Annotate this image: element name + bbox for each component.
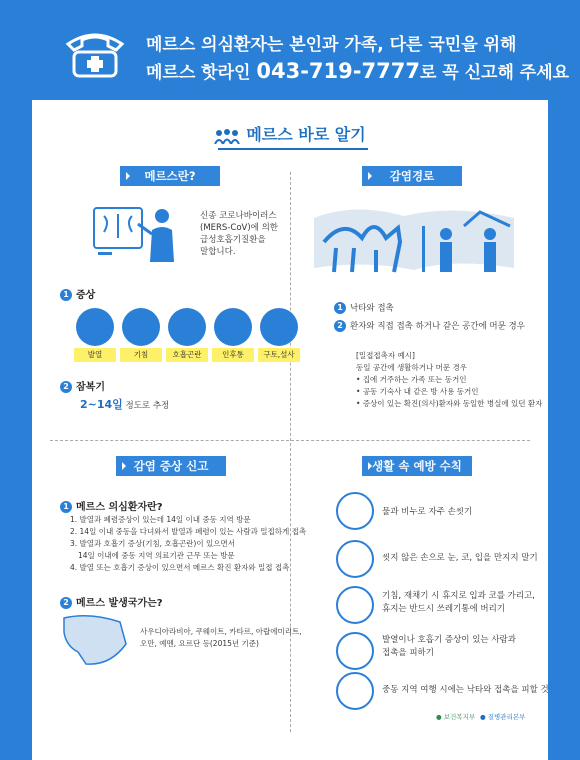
prevention-item [382, 684, 549, 697]
close-contact-box [356, 350, 542, 410]
route-item-1 [334, 302, 394, 315]
header-prefix: 메르스 핫라인 [146, 63, 257, 83]
suspect-list [70, 514, 306, 574]
prevention-text: 기침, 재채기 시 휴지로 입과 코를 가리고, [382, 591, 535, 601]
title-underline [218, 148, 368, 150]
symptom-label: 인후통 [212, 348, 254, 362]
content-card [32, 100, 548, 760]
suspect-line: 4. 발열 또는 호흡기 증상이 있으면서 메르스 확진 환자와 밀접 접촉 [70, 563, 290, 572]
people-icon [214, 128, 240, 144]
header-line-1: 메르스 의심환자는 본인과 가족, 다른 국민을 위해 [146, 35, 517, 55]
fever-icon [76, 308, 114, 346]
number-2-badge: 2 [334, 320, 346, 332]
header-suffix: 로 꼭 신고해 주세요 [419, 63, 570, 83]
prevention-text: 휴지는 반드시 쓰레기통에 버리기 [382, 604, 506, 614]
prevention-pill: 생활 속 예방 수칙 [362, 456, 472, 476]
symptoms-head [60, 286, 95, 301]
camel-world-map-icon [314, 198, 524, 284]
middle-east-map-icon [60, 612, 130, 670]
mohw-logo: ● 보건복지부 [436, 713, 476, 721]
face-touch-icon [336, 540, 374, 578]
incubation-value [80, 396, 169, 412]
symptom-label: 발열 [74, 348, 116, 362]
symptom-label: 호흡곤란 [166, 348, 208, 362]
frame-left [0, 100, 32, 760]
incubation-head [60, 378, 105, 393]
mers-desc [200, 210, 278, 258]
example-bullet-text: 집에 거주하는 가족 또는 동거인 [362, 375, 467, 384]
example-head: [밀접접촉자 예시] [356, 351, 415, 360]
suspect-line: 14일 이내에 중동 지역 의료기관 근무 또는 방문 [78, 551, 235, 560]
frame-right [548, 100, 580, 760]
mers-desc-line: (MERS-CoV)에 의한 [200, 223, 278, 233]
number-1-badge: 1 [334, 302, 346, 314]
main-title [32, 122, 548, 145]
incubation-days: 2~14일 [80, 398, 123, 411]
number-2-badge: 2 [60, 597, 72, 609]
suspect-line: 3. 발열과 호흡기 증상(기침, 호흡곤란)이 있으면서 [70, 539, 235, 548]
mers-desc-line: 급성호흡기질환을 [200, 235, 266, 245]
mers-desc-line: 말합니다. [200, 247, 236, 257]
what-is-mers-pill: 메르스란? [120, 166, 220, 186]
number-1-badge: 1 [60, 501, 72, 513]
main-title-text: 메르스 바로 알기 [246, 125, 366, 144]
prevention-item [382, 506, 472, 519]
report-pill: 감염 증상 신고 [116, 456, 226, 476]
number-1-badge: 1 [60, 289, 72, 301]
tissue-cough-icon [336, 586, 374, 624]
route-pill: 감염경로 [362, 166, 462, 186]
symptom-label: 구토,설사 [258, 348, 300, 362]
example-sub: 동일 공간에 생활하거나 머문 경우 [356, 363, 467, 372]
route-item-2-text: 환자와 직접 접촉 하거나 같은 공간에 머문 경우 [350, 321, 525, 332]
suspect-line: 1. 발열과 폐렴증상이 있는데 14일 이내 중동 지역 방문 [70, 515, 251, 524]
route-item-2 [334, 320, 525, 333]
example-bullet: • 집에 거주하는 가족 또는 동거인 [356, 375, 467, 384]
hotline-number: 043-719-7777 [256, 59, 420, 83]
horizontal-divider [50, 440, 530, 441]
countries-line: 사우디아라비아, 쿠웨이트, 카타르, 아랍에미리트, [140, 627, 302, 636]
kcdc-logo: ● 질병관리본부 [480, 713, 526, 721]
prevention-item [382, 552, 538, 565]
example-bullet-text: 증상이 있는 확진(의사)환자와 동일한 병실에 있던 환자 [362, 399, 543, 408]
example-bullet-text: 공동 기숙사 내 같은 방 사용 동거인 [362, 387, 479, 396]
route-item-1-text: 낙타와 접촉 [350, 303, 394, 314]
incubation-suffix: 정도로 추정 [122, 401, 170, 411]
mers-desc-line: 신종 코로나바이러스 [200, 211, 277, 221]
telephone-cross-icon [62, 26, 128, 80]
kcdc-logo-text: 질병관리본부 [487, 713, 526, 721]
prevention-text: 발열이나 호흡기 증상이 있는 사람과 [382, 635, 516, 645]
suspect-line: 2. 14일 이내 중동을 다녀와서 발열과 폐렴이 있는 사람과 밀접하게 접촉 [70, 527, 307, 536]
countries-head-text: 메르스 발생국가는? [76, 598, 163, 609]
sore-throat-icon [214, 308, 252, 346]
symptom-label: 기침 [120, 348, 162, 362]
header-line-2 [146, 58, 569, 83]
countries-list [140, 626, 302, 650]
header-banner [0, 0, 580, 100]
symptoms-head-text: 증상 [76, 290, 96, 301]
countries-head [60, 594, 163, 609]
prevention-text: 접촉을 피하기 [382, 648, 434, 658]
prevention-text: 물과 비누로 자주 손씻기 [382, 507, 473, 517]
prevention-text: 씻지 않은 손으로 눈, 코, 입을 만지지 말기 [382, 553, 538, 563]
suspect-head [60, 498, 163, 513]
incubation-head-text: 잠복기 [76, 382, 105, 393]
handwash-icon [336, 492, 374, 530]
prevention-item [382, 634, 516, 660]
prevention-item [382, 590, 535, 616]
prevention-text: 중동 지역 여행 시에는 낙타와 접촉을 피할 것 [382, 685, 549, 695]
countries-line: 오만, 예멘, 요르단 등(2015년 기준) [140, 639, 259, 648]
doctor-xray-icon [92, 202, 182, 264]
avoid-contact-icon [336, 632, 374, 670]
camel-icon [336, 672, 374, 710]
example-bullet: • 증상이 있는 확진(의사)환자와 동일한 병실에 있던 환자 [356, 399, 543, 408]
example-bullet: • 공동 기숙사 내 같은 방 사용 동거인 [356, 387, 479, 396]
vomit-icon [260, 308, 298, 346]
number-2-badge: 2 [60, 381, 72, 393]
lungs-icon [168, 308, 206, 346]
mohw-logo-text: 보건복지부 [443, 713, 476, 721]
cough-icon [122, 308, 160, 346]
suspect-head-text: 메르스 의심환자란? [76, 502, 163, 513]
